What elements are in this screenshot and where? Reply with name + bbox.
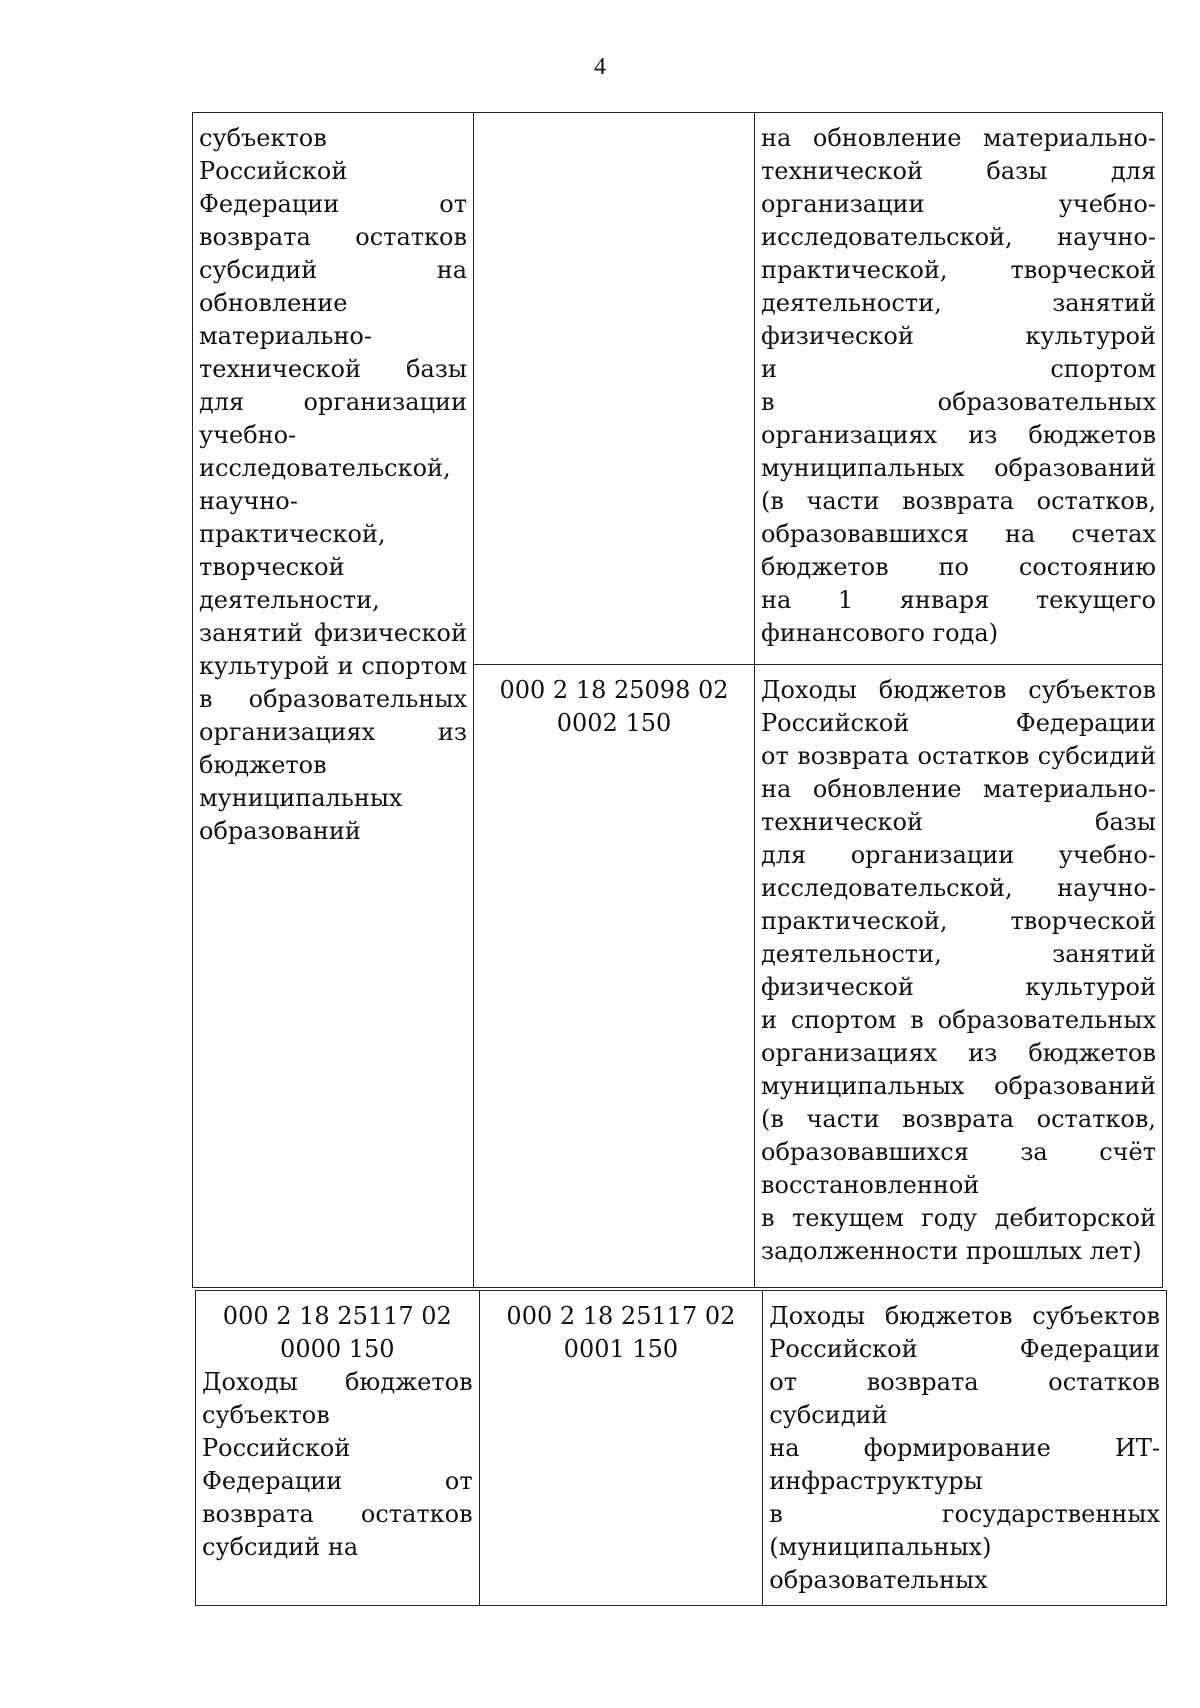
table-row	[193, 113, 1163, 665]
description-cell	[755, 665, 1163, 1288]
group-code: 000 2 18 25117 02 0000 150	[222, 1302, 452, 1363]
group-description: субъектов Российской Федерации от возврата остатков субсидий на обновление материально- технической базы для организации учебно- исследовательской, научно- практической, творческой деятельности, занятий физической культурой и спортом в образовательных организациях из бюджетов муниципальных образований	[199, 124, 467, 845]
income-codes-table-top	[192, 112, 1163, 1288]
group-code-cell	[196, 1291, 480, 1606]
code-cell	[474, 665, 755, 1288]
code-cell	[479, 1291, 763, 1606]
code-cell-empty	[474, 113, 755, 665]
income-codes-table-bottom	[195, 1290, 1167, 1606]
description-cell	[755, 113, 1163, 665]
description-cell	[763, 1291, 1167, 1606]
group-description: Доходы бюджетов субъектов Российской Федерации от возврата остатков субсидий на	[202, 1368, 473, 1561]
description-text: Доходы бюджетов субъектов Российской Федерации от возврата остатков субсидий на формирование ИТ- инфраструктуры в государственных (муниципальных) образовательных	[769, 1302, 1160, 1594]
budget-code: 000 2 18 25117 02 0001 150	[506, 1302, 736, 1363]
page-number: 4	[594, 54, 606, 80]
description-text: на обновление материально- технической базы для организации учебно- исследовательской, научно- практической, творческой деятельности, занятий физической культурой и спортом в образовательных организациях из бюджетов муниципальных образований (в части возврата остатков, образовавшихся на счетах бюджетов по состоянию на 1 января текущего финансового года)	[761, 124, 1156, 647]
group-description-cell	[193, 113, 474, 1288]
budget-code: 000 2 18 25098 02 0002 150	[499, 676, 729, 737]
table-row	[196, 1291, 1167, 1606]
description-text: Доходы бюджетов субъектов Российской Федерации от возврата остатков субсидий на обновление материально- технической базы для организации учебно- исследовательской, научно- практической, творческой деятельности, занятий физической культурой и спортом в образовательных организациях из бюджетов муниципальных образований (в части возврата остатков, образовавшихся за счёт восстановленной в текущем году дебиторской задолженности прошлых лет)	[761, 676, 1156, 1265]
